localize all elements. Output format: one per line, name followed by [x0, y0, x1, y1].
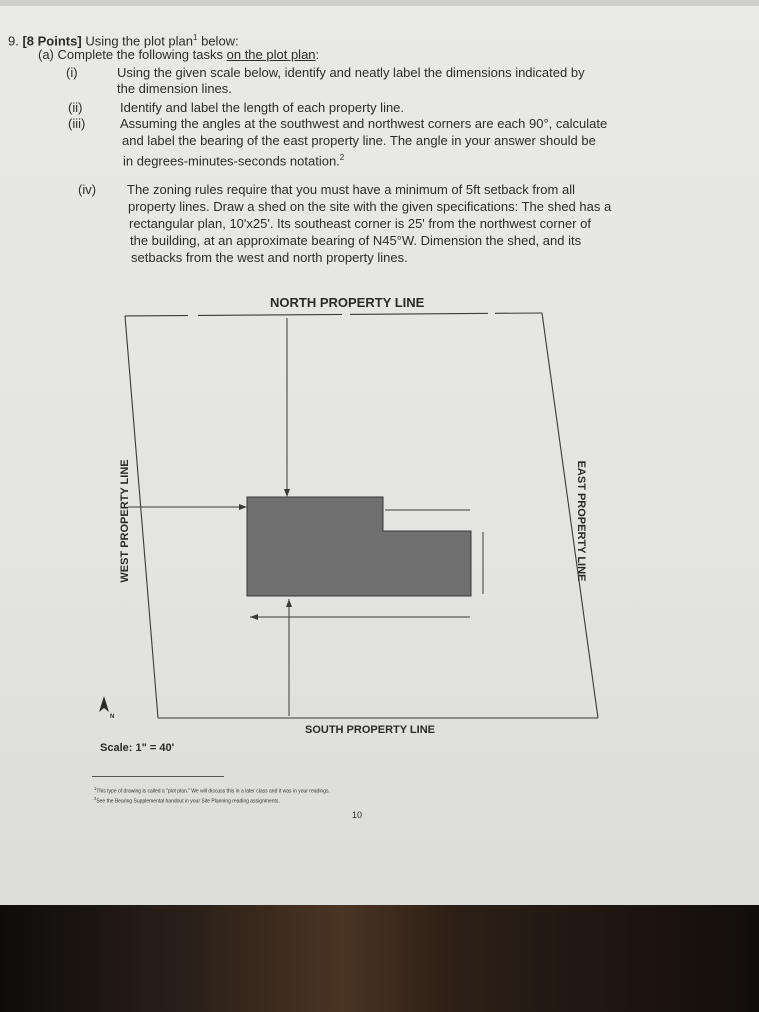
footnote-divider [92, 776, 224, 777]
arrowhead-south-setback [286, 599, 292, 607]
item-iii-line-2: and label the bearing of the east property line. The angle in your answer should be [122, 133, 596, 148]
east-property-line [542, 313, 598, 718]
background-surface [0, 905, 759, 1012]
west-property-label: WEST PROPERTY LINE [119, 459, 131, 583]
item-iii-line-1: Assuming the angles at the southwest and northwest corners are each 90°, calculate [120, 116, 608, 131]
scale-label: Scale: 1" = 40' [100, 742, 175, 754]
part-a-colon: : [315, 47, 320, 62]
arrowhead-width-left [250, 614, 258, 620]
north-property-label: NORTH PROPERTY LINE [270, 295, 425, 310]
item-i-line-2: the dimension lines. [117, 81, 232, 96]
north-arrow-icon [99, 696, 109, 712]
question-number: 9. [8, 33, 19, 49]
item-iii-number: (iii) [68, 116, 86, 131]
footnote-ref-1: 1 [193, 33, 198, 42]
item-iv-line-2: property lines. Draw a shed on the site with the given specifications: The shed has a [128, 199, 612, 214]
north-property-line [125, 313, 542, 316]
item-iv-line-3: rectangular plan, 10'x25'. Its southeast corner is 25' from the northwest corner of [129, 216, 591, 231]
arrowhead-north-setback [284, 489, 290, 497]
question-stem: Using the plot plan [85, 33, 194, 49]
north-arrow-label: N [110, 714, 115, 720]
south-property-label: SOUTH PROPERTY LINE [305, 724, 435, 736]
question-stem-end: below: [201, 33, 239, 49]
footnote-1-mark: 1 [94, 786, 97, 791]
footnote-1-text: This type of drawing is called a "plot plan." We will discuss this in a later class and it was in your readings. [96, 788, 330, 795]
part-a-underlined: on the plot plan [226, 47, 316, 62]
footnote-2-text: See the Bearing Supplemental handout in your Site Planning reading assignments. [96, 798, 280, 805]
building-footprint [247, 497, 471, 596]
item-iii-line-3-text: in degrees-minutes-seconds notation. [123, 153, 340, 169]
item-iv-line-5: setbacks from the west and north property lines. [131, 250, 408, 265]
item-ii-number: (ii) [68, 100, 83, 115]
item-i-number: (i) [66, 65, 78, 80]
part-a-label: (a) [38, 47, 54, 62]
footnote-ref-2: 2 [339, 153, 345, 162]
arrowhead-west-setback [239, 504, 247, 510]
part-a-text: Complete the following tasks [57, 47, 223, 62]
footnote-1 [94, 786, 330, 795]
page-number: 10 [352, 810, 363, 820]
item-ii-line-1: Identify and label the length of each property line. [120, 100, 405, 115]
item-iv-number: (iv) [78, 182, 97, 197]
footnote-2 [94, 796, 280, 805]
east-property-label: EAST PROPERTY LINE [575, 460, 587, 582]
footnote-2-mark: 2 [94, 796, 97, 801]
item-i-line-1: Using the given scale below, identify and neatly label the dimensions indicated by [117, 65, 585, 80]
item-iv-line-1: The zoning rules require that you must have a minimum of 5ft setback from all [127, 182, 575, 197]
item-iv-line-4: the building, at an approximate bearing of N45°W. Dimension the shed, and its [130, 233, 582, 248]
question-points: [8 Points] [22, 33, 82, 49]
